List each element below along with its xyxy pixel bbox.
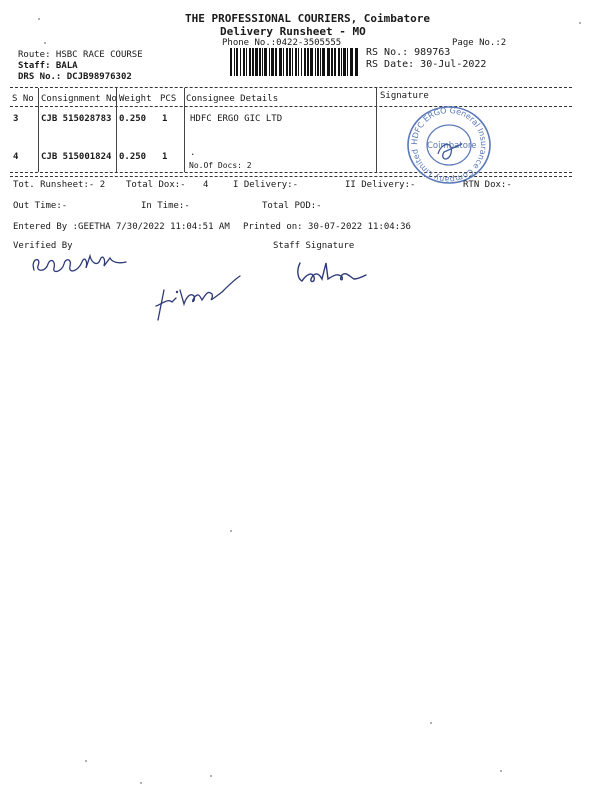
total-pod: Total POD:- xyxy=(262,201,322,211)
drs-number: DRS No.: DCJB98976302 xyxy=(18,72,132,82)
scan-speck xyxy=(38,18,40,20)
column-divider xyxy=(38,88,39,172)
table-row-sno: 3 xyxy=(13,114,19,124)
barcode-bar xyxy=(264,48,267,76)
barcode-bar xyxy=(327,48,330,76)
barcode-bar xyxy=(255,48,258,76)
barcode-bar xyxy=(269,48,270,76)
table-row-weight: 0.250 xyxy=(119,114,147,124)
company-name: THE PROFESSIONAL COURIERS, Coimbatore xyxy=(185,12,431,25)
barcode-bar xyxy=(283,48,284,76)
barcode-bar xyxy=(343,48,346,76)
barcode-bar xyxy=(347,48,348,76)
stamp-ring-text: HDFC ERGO General Insurance Company Limited xyxy=(409,105,489,185)
column-divider xyxy=(376,88,377,172)
barcode-bar xyxy=(246,48,247,76)
barcode-bar xyxy=(304,48,306,76)
barcode-bar xyxy=(252,48,254,76)
barcode-bar xyxy=(310,48,313,76)
company-stamp xyxy=(404,104,494,186)
total-dox-value: 4 xyxy=(203,180,209,190)
barcode-bar xyxy=(322,48,325,76)
table-row-consignment: CJB 515028783 xyxy=(41,114,112,124)
scan-speck xyxy=(140,782,142,784)
barcode-bar xyxy=(317,48,319,76)
barcode-bar xyxy=(236,48,238,76)
barcode-bar xyxy=(249,48,251,76)
total-dox-label: Total Dox:- xyxy=(126,180,186,190)
scan-speck xyxy=(210,775,212,777)
barcode-bar xyxy=(298,48,299,76)
table-row-sno: 4 xyxy=(13,152,19,162)
scan-speck xyxy=(500,770,502,772)
barcode-bar xyxy=(286,48,288,76)
table-row-pcs: 1 xyxy=(162,152,168,162)
column-header-sno: S No xyxy=(12,94,34,104)
barcode-bar xyxy=(338,48,340,76)
column-divider xyxy=(184,88,185,172)
receiver-signature xyxy=(150,268,245,323)
staff-handwritten-signature xyxy=(292,257,372,287)
in-time: In Time:- xyxy=(141,201,190,211)
barcode-bar xyxy=(240,48,241,76)
barcode-bar xyxy=(307,48,309,76)
barcode-bar xyxy=(271,48,274,76)
table-top-rule xyxy=(10,87,572,88)
barcode-bar xyxy=(279,48,282,76)
phone-number: Phone No.:0422-3505555 xyxy=(222,38,342,48)
barcode-bar xyxy=(301,48,302,76)
entered-by: Entered By :GEETHA 7/30/2022 11:04:51 AM xyxy=(13,222,230,232)
barcode-icon xyxy=(230,48,360,76)
table-row-pcs: 1 xyxy=(162,114,168,124)
printed-on: Printed on: 30-07-2022 11:04:36 xyxy=(243,222,411,232)
scan-speck xyxy=(230,530,232,532)
column-header-consignment: Consignment No xyxy=(41,94,117,104)
scan-speck xyxy=(44,42,46,44)
stamp-center-text: Coimbatore xyxy=(427,141,477,151)
barcode-bar xyxy=(334,48,336,76)
table-row-weight: 0.250 xyxy=(119,152,147,162)
barcode-bar xyxy=(315,48,316,76)
barcode-bar xyxy=(355,48,358,76)
column-header-weight: Weight xyxy=(119,94,152,104)
staff-signature-label: Staff Signature xyxy=(273,241,355,251)
barcode-bar xyxy=(341,48,342,76)
scan-speck xyxy=(85,760,87,762)
column-header-pcs: PCS xyxy=(160,94,177,104)
table-row-consignment: CJB 515001824 xyxy=(41,152,112,162)
barcode-bar xyxy=(350,48,353,76)
barcode-bar xyxy=(230,48,232,76)
rtn-dox: RTN Dox:- xyxy=(463,180,512,190)
page-number: Page No.:2 xyxy=(452,38,507,48)
table-row-docs-note: No.Of Docs: 2 xyxy=(189,161,252,170)
document-title: Delivery Runsheet - MO xyxy=(220,25,366,38)
scan-speck xyxy=(579,22,581,24)
total-runsheet: Tot. Runsheet:- 2 xyxy=(13,180,106,190)
scan-speck xyxy=(430,722,432,724)
i-delivery: I Delivery:- xyxy=(233,180,299,190)
route-label: Route: HSBC RACE COURSE xyxy=(18,50,143,60)
table-row-consignee: HDFC ERGO GIC LTD xyxy=(190,114,283,124)
barcode-bar xyxy=(295,48,297,76)
barcode-bar xyxy=(234,48,235,76)
barcode-bar xyxy=(289,48,291,76)
column-header-consignee: Consignee Details xyxy=(186,94,279,104)
barcode-bar xyxy=(292,48,293,76)
barcode-bar xyxy=(262,48,263,76)
column-header-signature: Signature xyxy=(380,91,429,101)
table-row-consignee: . xyxy=(190,148,196,158)
staff-label: Staff: BALA xyxy=(18,61,78,71)
barcode-bar xyxy=(320,48,321,76)
rs-number: RS No.: 989763 xyxy=(366,47,451,58)
ii-delivery: II Delivery:- xyxy=(345,180,416,190)
out-time: Out Time:- xyxy=(13,201,68,211)
verifier-signature xyxy=(28,250,138,280)
barcode-bar xyxy=(259,48,261,76)
barcode-bar xyxy=(243,48,245,76)
barcode-bar xyxy=(275,48,277,76)
verified-by-label: Verified By xyxy=(13,241,73,251)
rs-date: RS Date: 30-Jul-2022 xyxy=(366,59,487,70)
barcode-bar xyxy=(331,48,333,76)
